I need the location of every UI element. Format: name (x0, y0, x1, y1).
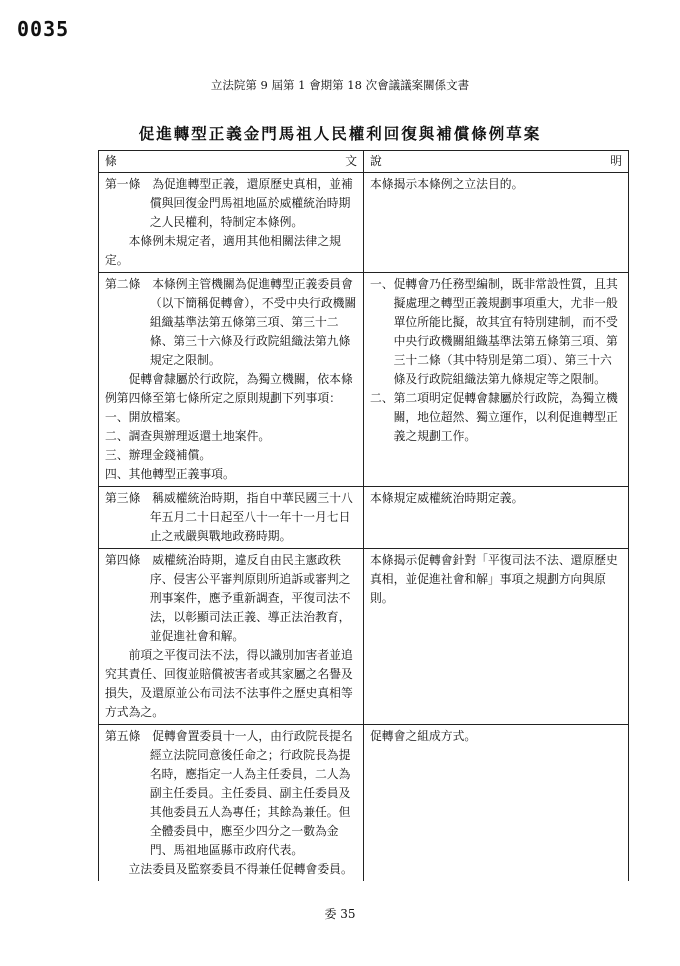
explanation-text: 本條揭示促轉會針對「平復司法不法、還原歷史真相，並促進社會和解」事項之規劃方向與原則。 (370, 553, 618, 605)
explanation-text: 本條揭示本條例之立法目的。 (370, 177, 524, 191)
table-row (99, 725, 629, 882)
article-list-item: 一、開放檔案。 (105, 410, 188, 424)
document-header: 立法院第 9 屆第 1 會期第 18 次會議議案關係文書 (210, 78, 470, 92)
explanation-text: 本條規定威權統治時期定義。 (370, 491, 524, 505)
article-cell (99, 173, 364, 273)
article-text: 第五條 促轉會置委員十一人，由行政院長提名經立法院同意後任命之；行政院長為提名時，應指定一人為主任委員，二人為副主任委員。主任委員、副主任委員及其他委員五人為專任；其餘為兼任。但全體委員中，應至少四分之一數為金門、馬祖地區縣市政府代表。 (105, 729, 353, 857)
explanation-header-char-2: 明 (610, 154, 622, 168)
table-row (99, 549, 629, 725)
article-text: 第一條 為促進轉型正義，還原歷史真相，並補償與回復金門馬祖地區於威權統治時期之人民權利，特制定本條例。 (105, 177, 353, 229)
explanation-text: 二、第二項明定促轉會隸屬於行政院，為獨立機關，地位超然、獨立運作，以利促進轉型正義之規劃工作。 (370, 391, 618, 443)
article-table (98, 150, 629, 881)
article-cell (99, 273, 364, 487)
explanation-text: 一、促轉會乃任務型編制，既非常設性質，且其擬處理之轉型正義規劃事項重大，尤非一般單位所能比擬，故其宜有特別建制，而不受中央行政機關組織基準法第五條第三項、第三十二條（其中特別是第二項）、第三十六條及行政院組織法第九條規定等之限制。 (370, 277, 618, 386)
table-header-row (99, 151, 629, 173)
article-header-char-1: 條 (105, 154, 117, 168)
table-row (99, 173, 629, 273)
page-footer: 委 35 (324, 907, 356, 921)
article-text: 本條例未規定者，適用其他相關法律之規定。 (105, 234, 341, 267)
article-cell (99, 549, 364, 725)
page-number: 0035 (17, 17, 70, 41)
article-text: 第三條 稱威權統治時期，指自中華民國三十八年五月二十日起至八十一年十一月七日止之戒嚴與戰地政務時期。 (105, 491, 353, 543)
article-list-item: 四、其他轉型正義事項。 (105, 467, 235, 481)
article-header-char-2: 文 (345, 154, 357, 168)
table-row (99, 487, 629, 549)
explanation-cell (364, 173, 629, 273)
bill-title: 促進轉型正義金門馬祖人民權利回復與補償條例草案 (138, 124, 542, 143)
table-row (99, 273, 629, 487)
explanation-cell (364, 549, 629, 725)
explanation-cell (364, 725, 629, 882)
explanation-header-char-1: 說 (370, 154, 382, 168)
explanation-text: 促轉會之組成方式。 (370, 729, 477, 743)
explanation-cell (364, 487, 629, 549)
explanation-cell (364, 273, 629, 487)
article-column-header (99, 151, 364, 173)
article-text: 第二條 本條例主管機關為促進轉型正義委員會（以下簡稱促轉會），不受中央行政機關組織基準法第五條第三項、第三十二條、第三十六條及行政院組織法第九條規定之限制。 (105, 277, 357, 367)
article-text: 前項之平復司法不法，得以識別加害者並追究其責任、回復並賠償被害者或其家屬之名譽及損失，及還原並公布司法不法事件之歷史真相等方式為之。 (105, 648, 353, 719)
article-text: 立法委員及監察委員不得兼任促轉會委員。 (128, 862, 353, 876)
explanation-column-header (364, 151, 629, 173)
article-list-item: 三、辦理金錢補償。 (105, 448, 212, 462)
article-text: 促轉會隸屬於行政院，為獨立機關，依本條例第四條至第七條所定之原則規劃下列事項： (105, 372, 353, 405)
article-list-item: 二、調查與辦理返還土地案件。 (105, 429, 271, 443)
article-text: 第四條 威權統治時期，違反自由民主憲政秩序、侵害公平審判原則所追訴或審判之刑事案件，應予重新調查，平復司法不法，以彰顯司法正義、導正法治教育，並促進社會和解。 (105, 553, 351, 643)
article-cell (99, 725, 364, 882)
article-cell (99, 487, 364, 549)
